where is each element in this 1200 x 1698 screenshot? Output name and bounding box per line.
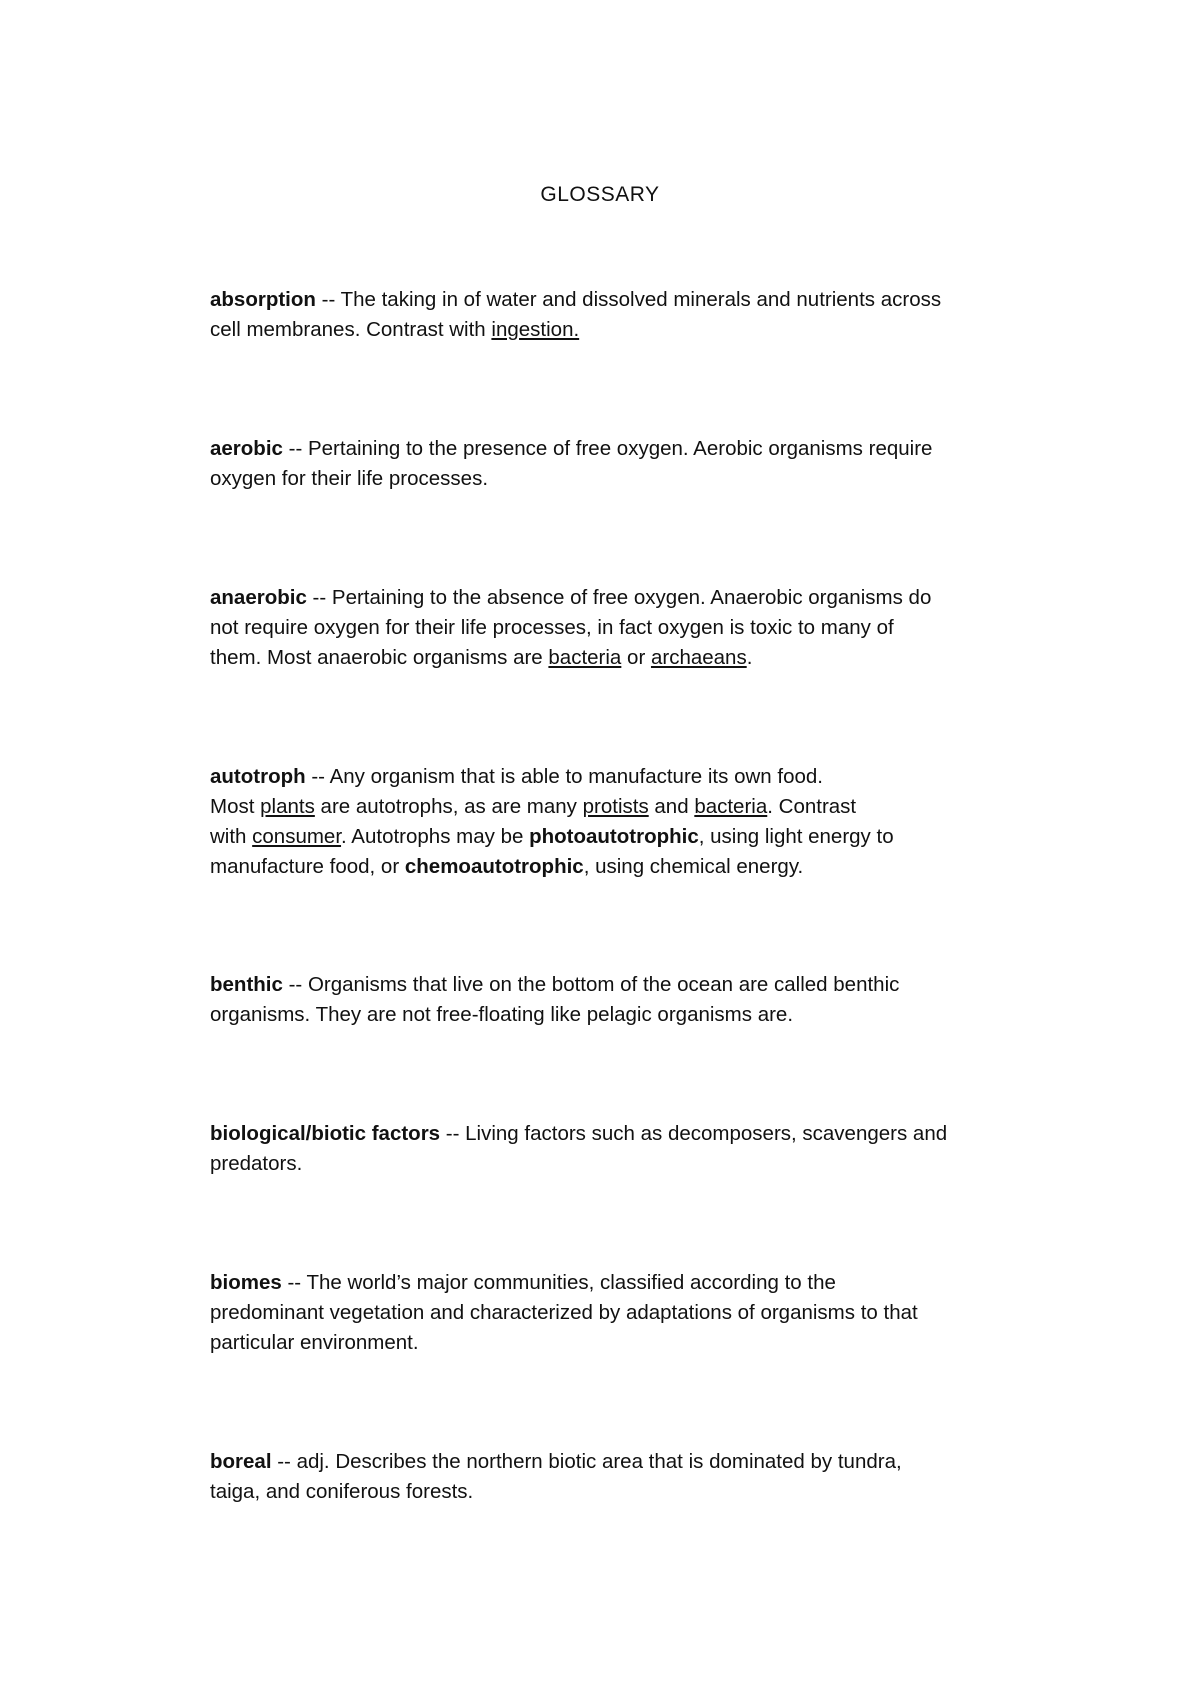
link-protists[interactable]: protists — [582, 795, 649, 818]
definition-text: oxygen for their life processes. — [210, 467, 489, 490]
term-anaerobic: anaerobic — [210, 586, 307, 609]
definition-text: -- Pertaining to the absence of free oxygen. Anaerobic organisms do — [306, 586, 932, 609]
entry-aerobic — [210, 434, 1010, 494]
bold-photoautotrophic: photoautotrophic — [529, 825, 699, 848]
definition-text: -- Living factors such as decomposers, scavengers and — [440, 1122, 948, 1145]
definition-text: . — [746, 646, 753, 669]
definition-text: manufacture food, or — [210, 855, 405, 878]
definition-text: and — [648, 795, 695, 818]
definition-text: Most — [210, 795, 261, 818]
term-biotic-factors: biological/biotic factors — [210, 1122, 441, 1145]
definition-text: or — [621, 646, 651, 669]
link-consumer[interactable]: consumer — [252, 825, 342, 848]
definition-text: cell membranes. Contrast with — [210, 318, 492, 341]
term-autotroph: autotroph — [210, 765, 306, 788]
entry-benthic — [210, 970, 1010, 1030]
term-boreal: boreal — [210, 1450, 272, 1473]
definition-text: , using chemical energy. — [583, 855, 804, 878]
definition-text: -- The world’s major communities, classified according to the — [281, 1271, 836, 1294]
definition-text: organisms. They are not free-floating like pelagic organisms are. — [210, 1003, 794, 1026]
page-title: GLOSSARY — [540, 183, 660, 206]
definition-text: -- adj. Describes the northern biotic area that is dominated by tundra, — [271, 1450, 902, 1473]
link-bacteria[interactable]: bacteria — [548, 646, 622, 669]
entry-biotic-factors — [210, 1119, 1010, 1179]
definition-text: -- The taking in of water and dissolved minerals and nutrients across — [315, 288, 942, 311]
link-archaeans[interactable]: archaeans — [650, 646, 747, 669]
link-bacteria[interactable]: bacteria — [694, 795, 768, 818]
definition-text: -- Pertaining to the presence of free oxygen. Aerobic organisms require — [282, 437, 933, 460]
entry-biomes — [210, 1268, 1010, 1358]
definition-text: particular environment. — [210, 1331, 419, 1354]
definition-text: taiga, and coniferous forests. — [210, 1480, 474, 1503]
definition-text: them. Most anaerobic organisms are — [210, 646, 549, 669]
term-aerobic: aerobic — [210, 437, 283, 460]
definition-text: with — [210, 825, 253, 848]
entry-boreal — [210, 1447, 1010, 1507]
definition-text: , using light energy to — [698, 825, 894, 848]
entry-autotroph — [210, 762, 1010, 882]
bold-chemoautotrophic: chemoautotrophic — [404, 855, 584, 878]
entry-anaerobic — [210, 583, 1010, 673]
definition-text: not require oxygen for their life processes, in fact oxygen is toxic to many of — [210, 616, 894, 639]
definition-text: -- Any organism that is able to manufacture its own food. — [305, 765, 823, 788]
term-biomes: biomes — [210, 1271, 282, 1294]
definition-text: predominant vegetation and characterized by adaptations of organisms to that — [210, 1301, 918, 1324]
entry-absorption — [210, 285, 1010, 345]
term-benthic: benthic — [210, 973, 283, 996]
link-plants[interactable]: plants — [260, 795, 315, 818]
term-absorption: absorption — [210, 288, 316, 311]
definition-text: predators. — [210, 1152, 303, 1175]
definition-text: . Autotrophs may be — [341, 825, 530, 848]
definition-text: -- Organisms that live on the bottom of the ocean are called benthic — [282, 973, 900, 996]
definition-text: . Contrast — [767, 795, 857, 818]
link-ingestion[interactable]: ingestion. — [491, 318, 580, 341]
definition-text: are autotrophs, as are many — [314, 795, 583, 818]
